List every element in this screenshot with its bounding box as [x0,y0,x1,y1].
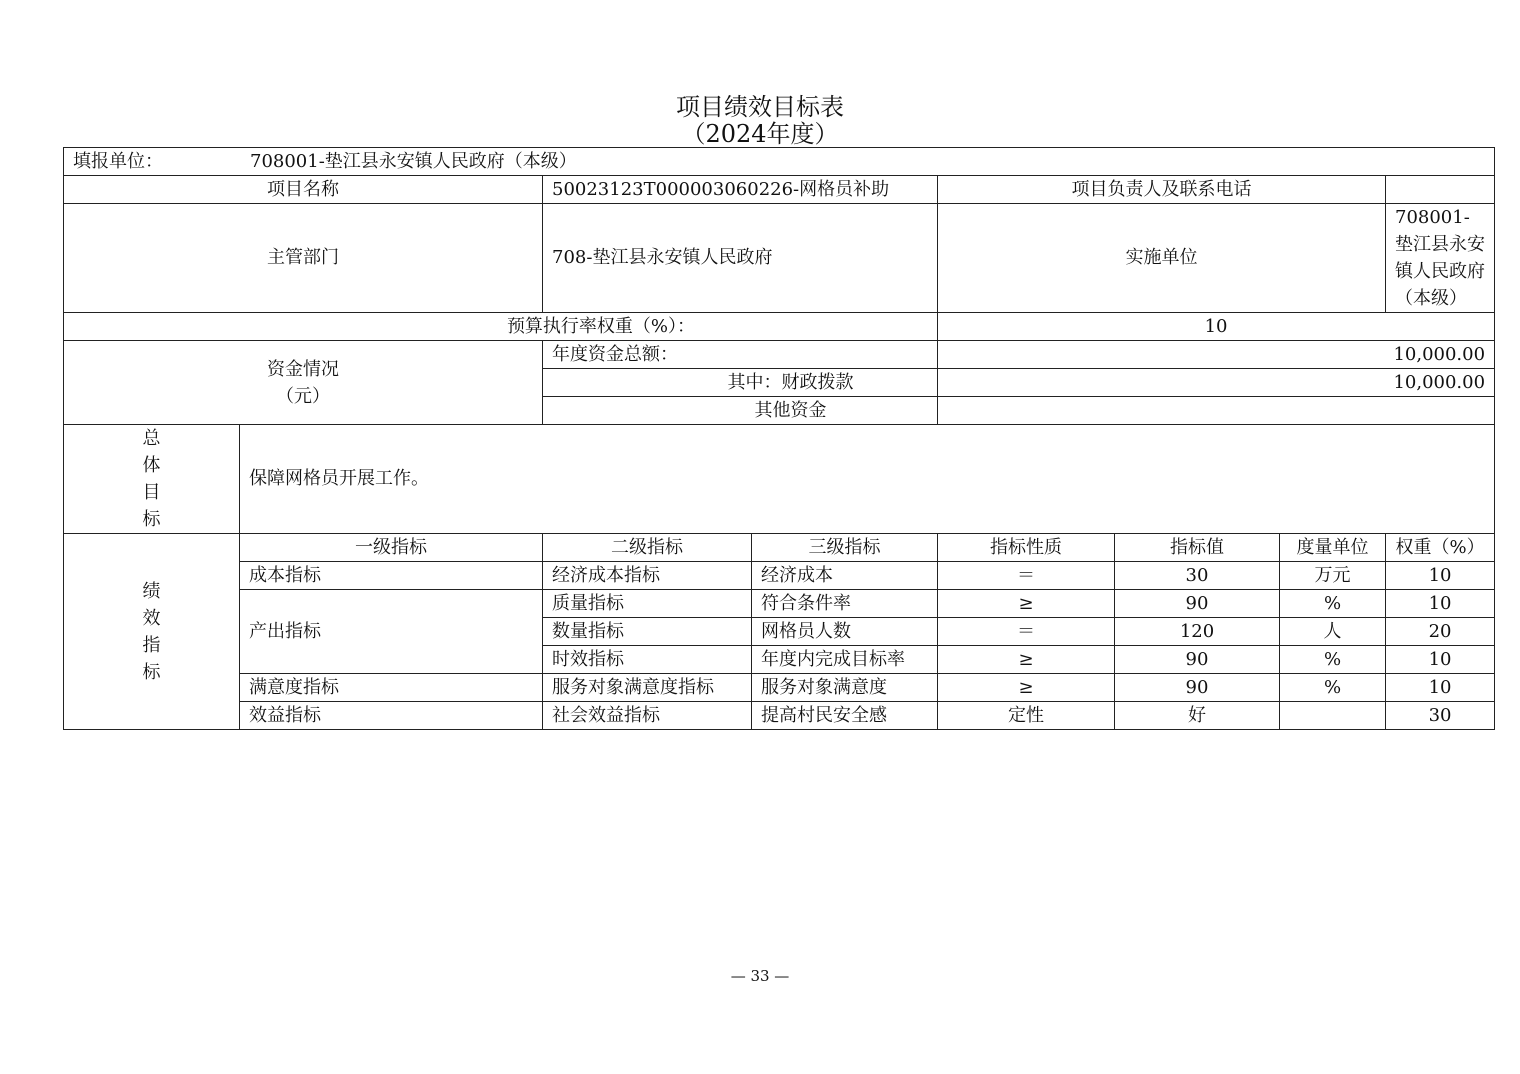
dept-label: 主管部门 [64,204,543,313]
indicator-level2: 服务对象满意度指标 [543,674,752,702]
indicator-nature: ≥ [938,646,1115,674]
indicator-value: 120 [1115,618,1280,646]
funds-item-value [938,397,1495,425]
indicator-level3: 年度内完成目标率 [752,646,938,674]
project-name-label: 项目名称 [64,176,543,204]
performance-goal-table [63,147,1495,730]
project-name-value: 50023123T000003060226-网格员补助 [543,176,938,204]
indicator-nature: 定性 [938,702,1115,730]
header-level2: 二级指标 [543,534,752,562]
indicator-weight: 10 [1386,590,1495,618]
indicator-weight: 10 [1386,562,1495,590]
perf-char: 效 [142,607,161,629]
impl-value: 708001-垫江县永安镇人民政府（本级） [1386,204,1495,313]
header-weight: 权重（%） [1386,534,1495,562]
indicator-row [64,702,1495,730]
indicator-level3: 提高村民安全感 [752,702,938,730]
funds-item-value: 10,000.00 [938,341,1495,369]
impl-label: 实施单位 [938,204,1386,313]
funds-item-label: 年度资金总额： [543,341,938,369]
goal-char: 体 [142,455,161,476]
perf-char: 标 [142,661,161,683]
indicator-value: 90 [1115,646,1280,674]
overall-goal-row [64,425,1495,534]
indicator-weight: 10 [1386,674,1495,702]
indicator-value: 好 [1115,702,1280,730]
indicator-level2: 质量指标 [543,590,752,618]
indicator-value: 90 [1115,590,1280,618]
goal-char: 目 [142,482,161,503]
funds-row [64,341,1495,369]
perf-char: 绩 [142,580,161,602]
indicator-row [64,674,1495,702]
project-name-row [64,176,1495,204]
header-unit: 度量单位 [1280,534,1386,562]
header-level3: 三级指标 [752,534,938,562]
indicator-row [64,590,1495,618]
budget-rate-value: 10 [938,313,1495,341]
indicator-level2: 社会效益指标 [543,702,752,730]
funds-label [64,341,543,425]
goal-char: 标 [142,509,161,530]
overall-goal-value: 保障网格员开展工作。 [240,425,1495,534]
indicator-level3: 符合条件率 [752,590,938,618]
header-value: 指标值 [1115,534,1280,562]
fill-unit-row [64,148,1495,176]
indicator-level2: 经济成本指标 [543,562,752,590]
funds-item-label: 其中：财政拨款 [543,369,938,397]
indicator-value: 30 [1115,562,1280,590]
indicator-unit: % [1280,646,1386,674]
goal-char: 总 [142,428,161,449]
budget-rate-row [64,313,1495,341]
funds-item-value: 10,000.00 [938,369,1495,397]
indicator-unit: % [1280,674,1386,702]
indicator-unit [1280,702,1386,730]
indicator-value: 90 [1115,674,1280,702]
budget-rate-label: 预算执行率权重（%）： [64,313,938,341]
dept-row [64,204,1495,313]
indicator-nature: ≥ [938,590,1115,618]
funds-item-label: 其他资金 [543,397,938,425]
indicator-weight: 30 [1386,702,1495,730]
page-title: 项目绩效目标表 [676,93,844,121]
page-number: — 33 — [730,967,790,985]
project-lead-value [1386,176,1495,204]
indicator-level3: 经济成本 [752,562,938,590]
funds-label-title: 资金情况 [267,358,339,380]
indicator-level1: 满意度指标 [240,674,543,702]
indicator-unit: 人 [1280,618,1386,646]
indicator-level3: 服务对象满意度 [752,674,938,702]
indicator-level1: 效益指标 [240,702,543,730]
indicator-unit: 万元 [1280,562,1386,590]
page-subtitle: （2024年度） [681,120,839,148]
indicator-level2: 时效指标 [543,646,752,674]
indicator-weight: 20 [1386,618,1495,646]
indicator-nature: ＝ [938,618,1115,646]
indicator-nature: ≥ [938,674,1115,702]
indicator-level1: 成本指标 [240,562,543,590]
indicator-nature: ＝ [938,562,1115,590]
funds-label-unit: （元） [276,385,330,407]
header-nature: 指标性质 [938,534,1115,562]
indicator-unit: % [1280,590,1386,618]
indicator-level1: 产出指标 [240,590,543,674]
indicator-row [64,562,1495,590]
fill-unit-cell [64,148,1495,176]
project-lead-label: 项目负责人及联系电话 [938,176,1386,204]
performance-indicator-label [64,534,240,730]
header-level1: 一级指标 [240,534,543,562]
indicator-weight: 10 [1386,646,1495,674]
dept-value: 708-垫江县永安镇人民政府 [543,204,938,313]
overall-goal-label [64,425,240,534]
fill-unit-label: 填报单位： [73,150,163,172]
perf-char: 指 [142,634,161,656]
indicator-level2: 数量指标 [543,618,752,646]
fill-unit-value: 708001-垫江县永安镇人民政府（本级） [250,150,577,172]
indicator-header-row [64,534,1495,562]
indicator-level3: 网格员人数 [752,618,938,646]
